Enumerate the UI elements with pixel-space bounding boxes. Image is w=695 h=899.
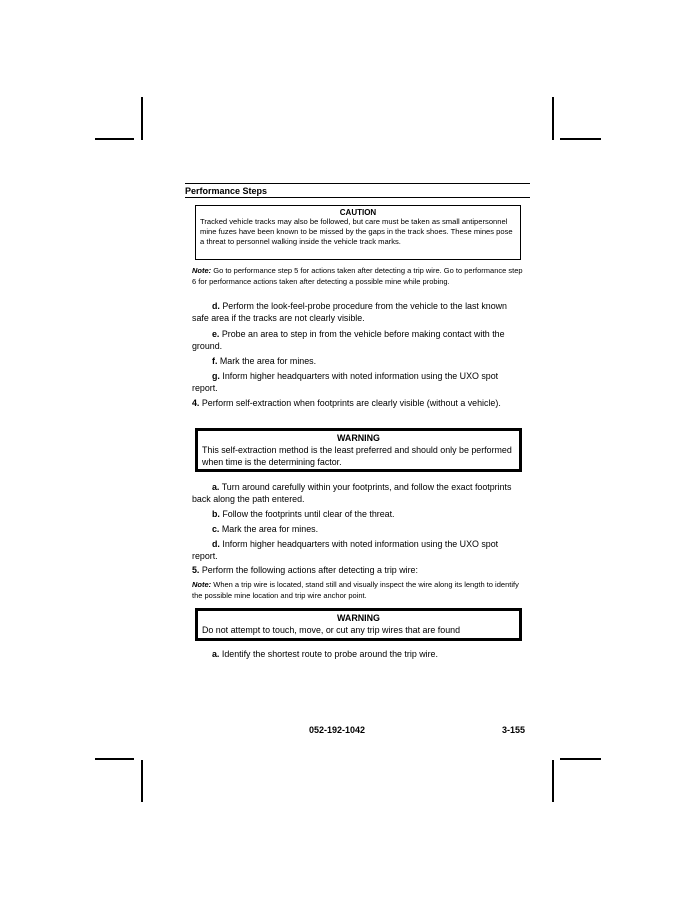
crop-mark-bottom-right-h [560,758,601,760]
step-text: Mark the area for mines. [217,356,317,366]
step-letter: c. [212,524,220,534]
step-text: Perform the look-feel-probe procedure from the vehicle to the last known safe area if the tracks are not clearly visible. [192,301,507,323]
crop-mark-bottom-left-v [141,760,143,802]
step-3g [192,370,526,394]
warning-text: This self-extraction method is the least preferred and should only be performed when time is the determining factor. [202,445,512,467]
step-letter: e. [212,329,220,339]
step-4c [192,523,526,535]
step-letter: a. [212,482,220,492]
step-4b [192,508,526,520]
step-letter: a. [212,649,220,659]
step-text: Probe an area to step in from the vehicle before making contact with the ground. [192,329,505,351]
warning-box-trip-wire [195,608,522,641]
section-title: Performance Steps [185,186,268,196]
warning-title: WARNING [337,613,380,623]
step-4d [192,538,526,562]
step-text: Inform higher headquarters with noted information using the UXO spot report. [192,539,499,561]
warning-text: Do not attempt to touch, move, or cut any trip wires that are found [202,625,460,635]
step-letter: d. [212,539,220,549]
step-text: Turn around carefully within your footprints, and follow the exact footprints back along the path entered. [192,482,512,504]
crop-mark-top-right-v [552,97,554,140]
note-text: Go to performance step 5 for actions taken after detecting a trip wire. Go to performance step 6 for performance actions taken after detecting a possible mine while probing. [192,266,523,286]
footer-page-number: 3-155 [502,725,526,735]
note-trip-wire [192,265,526,287]
crop-mark-bottom-left-h [95,758,134,760]
warning-title: WARNING [337,433,380,443]
caution-text: Tracked vehicle tracks may also be followed, but care must be taken as small antipersonnel mine fuzes have been known to be missed by the gaps in the track shoes. These mines pose a threat to personnel walking inside the vehicle track marks. [200,217,513,246]
step-text: Perform the following actions after detecting a trip wire: [199,565,418,575]
header-top-rule [185,183,530,184]
crop-mark-top-right-h [560,138,601,140]
step-3f [192,355,526,367]
step-4a [192,481,526,505]
note-label: Note: [192,580,212,589]
step-4 [192,397,526,409]
step-letter: g. [212,371,220,381]
step-text: Identify the shortest route to probe around the trip wire. [219,649,438,659]
header-bottom-rule [185,197,530,198]
step-5a [192,648,526,660]
step-letter: f. [212,356,218,366]
step-number: 5. [192,565,200,575]
note-label: Note: [192,266,212,275]
step-text: Follow the footprints until clear of the threat. [219,509,395,519]
step-5 [192,564,526,576]
footer-task-number: 052-192-1042 [309,725,366,735]
crop-mark-bottom-right-v [552,760,554,802]
note-text: When a trip wire is located, stand still and visually inspect the wire along its length to identify the possible mine location and trip wire anchor point. [192,580,519,600]
warning-box-self-extraction [195,428,522,472]
crop-mark-top-left-v [141,97,143,140]
note-trip-wire-located [192,579,526,601]
caution-box [195,205,521,260]
step-text: Perform self-extraction when footprints are clearly visible (without a vehicle). [199,398,501,408]
step-text: Inform higher headquarters with noted information using the UXO spot report. [192,371,499,393]
step-3d [192,300,526,324]
step-letter: b. [212,509,220,519]
step-text: Mark the area for mines. [219,524,319,534]
step-3e [192,328,526,352]
step-letter: d. [212,301,220,311]
caution-title: CAUTION [339,208,377,217]
step-number: 4. [192,398,200,408]
crop-mark-top-left-h [95,138,134,140]
